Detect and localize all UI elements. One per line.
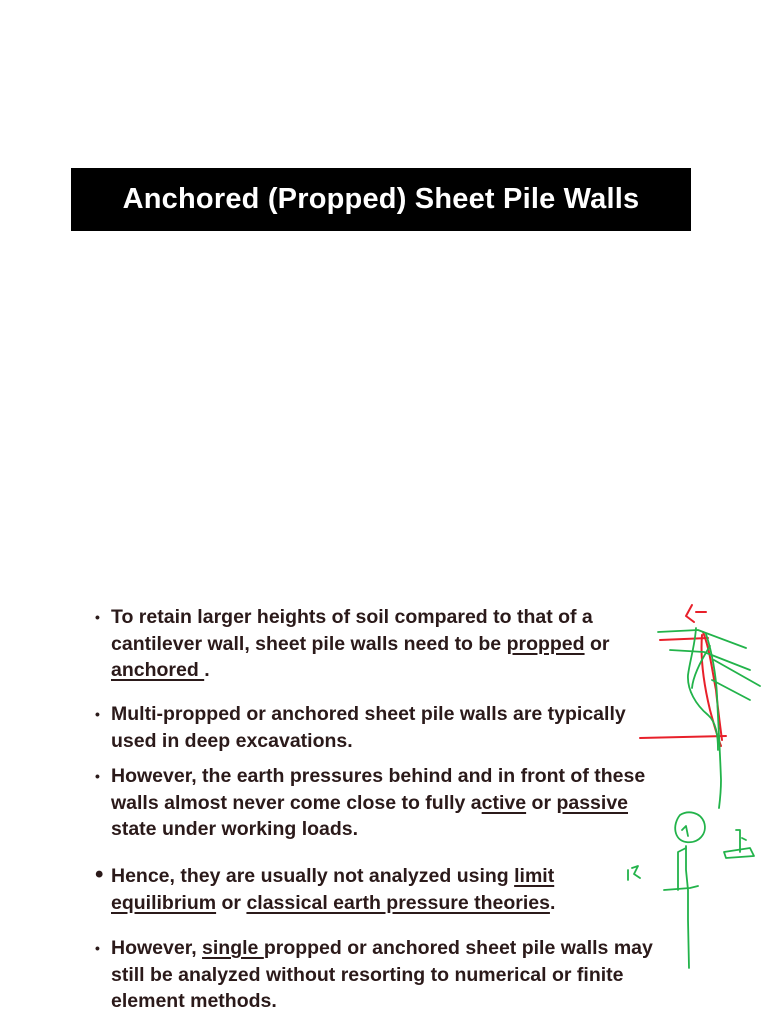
handwritten-sketch	[600, 590, 768, 980]
underlined-term: classical earth pressure theories	[246, 891, 550, 914]
bullet-item-2	[95, 701, 655, 754]
bullet-item-4	[95, 863, 655, 916]
bullet-text: However, single propped or anchored sheet pile walls may still be analyzed without resorting to numerical or finite element methods.	[111, 937, 653, 1012]
underlined-term: ctive	[481, 791, 527, 814]
bullet-marker: •	[95, 609, 100, 625]
underlined-term: single	[202, 937, 264, 959]
red-ink-strokes	[640, 605, 726, 746]
underlined-term: limit equilibrium	[111, 865, 555, 914]
underlined-term: anchored	[111, 659, 205, 681]
bullet-marker: •	[95, 768, 100, 784]
bullet-text: Hence, they are usually not analyzed using limit equilibrium or classical earth pressure theories.	[111, 865, 556, 914]
bullet-text: To retain larger heights of soil compared to that of a cantilever wall, sheet pile walls need to be propped or anchored .	[111, 606, 610, 681]
slide-title: Anchored (Propped) Sheet Pile Walls	[122, 183, 640, 215]
bullet-item-1	[95, 604, 655, 684]
underlined-term: passive	[556, 791, 629, 814]
bullet-text: Multi-propped or anchored sheet pile walls are typically used in deep excavations.	[111, 703, 626, 752]
bullet-item-5	[95, 935, 655, 1015]
bullet-marker: •	[95, 940, 100, 956]
bullet-item-3	[95, 763, 655, 843]
underlined-term: propped	[506, 632, 585, 655]
bullet-marker: •	[95, 861, 104, 888]
bullet-text: However, the earth pressures behind and in front of these walls almost never come close to fully active or passive state under working loads.	[111, 765, 646, 840]
green-ink-strokes	[628, 628, 760, 968]
bullet-marker: •	[95, 706, 100, 722]
